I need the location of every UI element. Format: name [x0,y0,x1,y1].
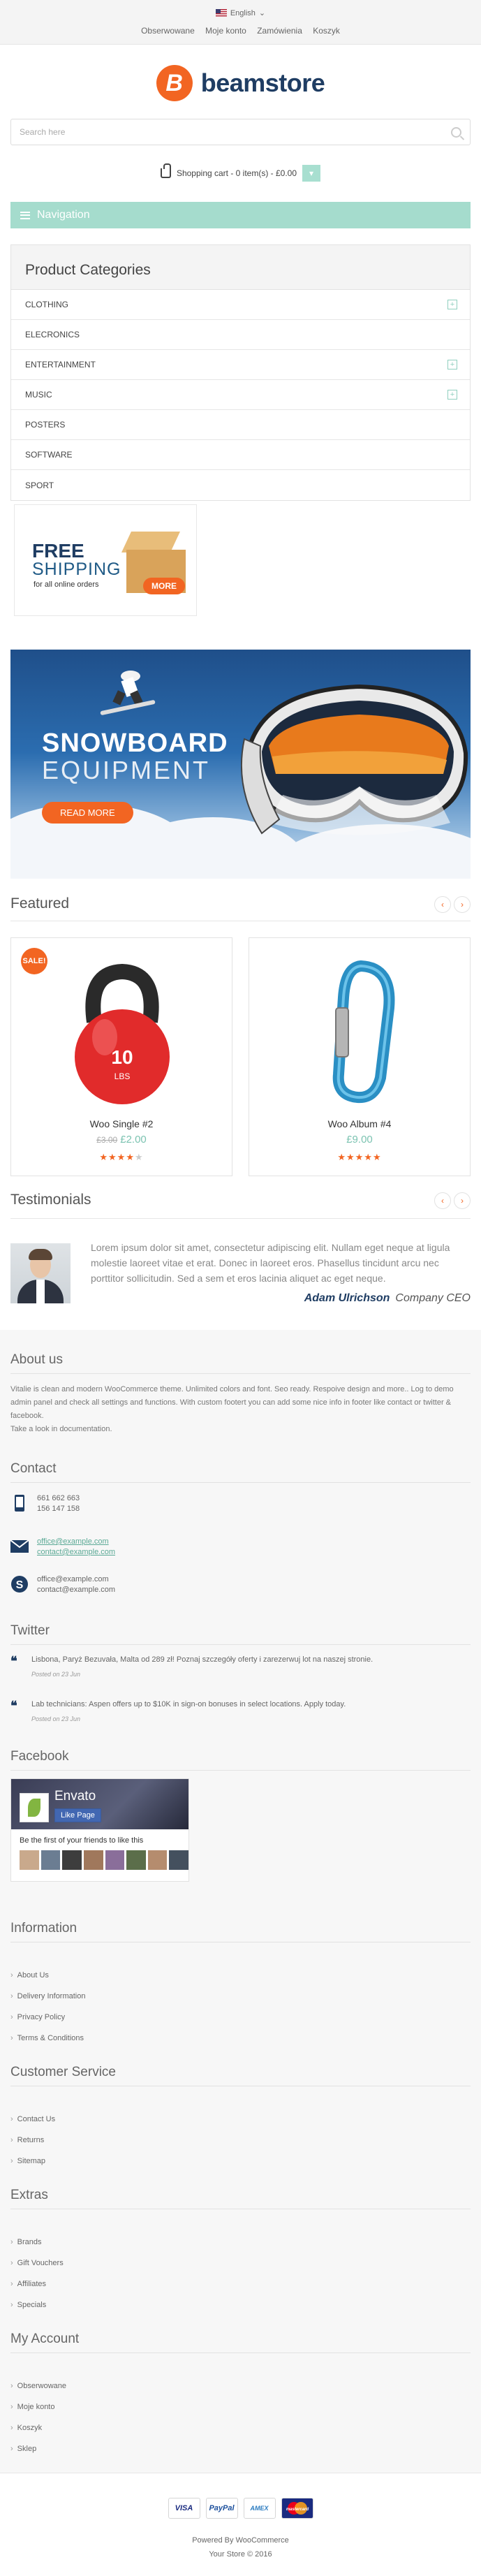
categories-title: Product Categories [11,245,470,290]
chevron-left-icon[interactable]: ‹ [434,896,451,913]
testimonial-arrows [434,1192,471,1209]
hero-banner[interactable] [10,650,471,879]
chevron-down-icon: ⌄ [258,9,266,17]
star-rating [11,1152,232,1163]
footer-link-shop[interactable]: › Sklep [10,2445,36,2453]
carabiner-image [319,959,403,1106]
footer-link-returns[interactable]: › Returns [10,2136,44,2144]
category-music[interactable] [11,380,470,410]
free-shipping-banner[interactable] [14,504,197,616]
search-placeholder: Search here [20,127,66,137]
expand-icon[interactable]: + [447,360,457,369]
star-empty-icon: ★ [134,1152,144,1162]
footer-link-privacy[interactable]: › Privacy Policy [10,2013,65,2021]
shipping-note: for all online orders [34,580,99,589]
search-input[interactable] [10,119,471,145]
contact-emails [10,1537,115,1558]
footer-link-brands[interactable]: › Brands [10,2238,42,2246]
chevron-right-icon[interactable]: › [454,896,471,913]
product-card[interactable] [249,937,471,1176]
footer-link-delivery[interactable]: › Delivery Information [10,1992,86,2000]
chevron-left-icon[interactable]: ‹ [434,1192,451,1209]
tweet-text: Lisbona, Paryż Bezuvała, Malta od 289 zł! Poznaj szczegóły oferty i zarezerwuj lot na naszej stronie. [31,1655,373,1664]
phone-icon [10,1493,29,1513]
hero-subheading: EQUIPMENT [42,756,211,784]
free-heading: FREE [32,540,84,562]
cart-summary: Shopping cart - 0 item(s) - £0.00 [176,168,297,178]
tweet [10,1700,471,1722]
about-title: About us [10,1352,63,1367]
sale-badge: SALE! [21,948,47,974]
cart-dropdown-button[interactable]: ▾ [302,165,320,182]
skype-2: contact@example.com [37,1586,116,1594]
current-price: £2.00 [120,1134,147,1146]
category-entertainment[interactable] [11,350,470,380]
star-icon: ★★★★★ [337,1152,382,1162]
facebook-friends-note: Be the first of your friends to like this [20,1836,144,1845]
footer-link-wishlist[interactable]: › Obserwowane [10,2382,66,2390]
us-flag-icon [216,9,227,17]
top-link-cart[interactable]: Koszyk [313,26,340,36]
facebook-page-name[interactable]: Envato [54,1789,96,1803]
category-label: ELECRONICS [25,330,80,339]
footer [0,1330,481,2576]
star-icon: ★★★★ [99,1152,135,1162]
amex-icon: AMEX [244,2498,276,2519]
payment-methods [0,2498,481,2519]
old-price: £3.00 [96,1135,118,1145]
skype-icon [10,1574,29,1594]
category-label: ENTERTAINMENT [25,360,96,369]
navigation-label: Navigation [37,209,90,221]
quote-icon: ❝ [10,1699,17,1713]
product-price: £9.00 [346,1134,373,1146]
top-link-orders[interactable]: Zamówienia [257,26,302,36]
svg-text:mastercard: mastercard [286,2508,309,2512]
shopping-bag-icon [161,168,171,178]
author-company: Company CEO [395,1292,471,1304]
top-links [0,26,481,36]
category-posters[interactable] [11,410,470,440]
facebook-faces [11,1845,188,1870]
expand-icon[interactable]: + [447,390,457,400]
footer-link-my-account[interactable]: › Moje konto [10,2403,54,2411]
email-2[interactable]: contact@example.com [37,1548,116,1556]
mastercard-icon [281,2498,313,2519]
contact-title: Contact [10,1461,57,1476]
product-card[interactable] [10,937,232,1176]
powered-by: Powered By WooCommerce [192,2536,289,2545]
visa-icon: VISA [168,2498,200,2519]
svg-text:S: S [15,1579,24,1591]
testimonial-quote: Lorem ipsum dolor sit amet, consectetur adipiscing elit. Nullam eget neque at ligula molestie laoreet vitae et erat. Donec in laoreet eros. Phasellus tincidunt arcu nec porttitor sollicitudin. Sed a sem et eros lacinia aliquet ac eget neque. [91,1242,450,1284]
more-button[interactable]: MORE [143,578,185,594]
site-logo[interactable] [0,45,481,122]
phone-2: 156 147 158 [37,1505,80,1513]
tweet-date: Posted on 23 Jun [31,1715,81,1722]
testimonials-title: Testimonials [10,1192,91,1208]
kettlebell-image [56,959,188,1106]
skype-1: office@example.com [37,1575,109,1583]
featured-arrows [434,896,471,913]
logo-text: beamstore [200,68,325,97]
footer-link-cart[interactable]: › Koszyk [10,2424,42,2432]
my-account-title: My Account [10,2332,80,2346]
information-title: Information [10,1921,77,1935]
category-label: SOFTWARE [25,450,73,460]
star-rating [249,1152,470,1163]
top-link-wishlist[interactable]: Obserwowane [141,26,195,36]
tweet [10,1655,471,1678]
email-1[interactable]: office@example.com [37,1537,109,1546]
category-clothing[interactable] [11,290,470,320]
category-label: SPORT [25,480,54,490]
testimonial-avatar [10,1243,71,1303]
about-docs-note: Take a look in documentation. [10,1425,112,1433]
footer-link-specials[interactable]: › Specials [10,2301,46,2309]
tweet-text: Lab technicians: Aspen offers up to $10K in sign-on bonuses in select locations. Apply today. [31,1700,346,1708]
language-label: English [230,8,256,17]
read-more-button[interactable]: READ MORE [42,802,133,824]
footer-link-terms[interactable]: › Terms & Conditions [10,2034,84,2042]
top-bar [0,0,481,45]
category-sport[interactable] [11,470,470,500]
kettlebell-unit-label: LBS [114,1071,131,1081]
top-link-account[interactable]: Moje konto [205,26,246,36]
author-name: Adam Ulrichson [304,1292,390,1304]
extras-title: Extras [10,2188,48,2202]
footer-link-sitemap[interactable]: › Sitemap [10,2157,45,2165]
category-electronics[interactable] [11,320,470,350]
product-categories [10,244,471,501]
category-label: CLOTHING [25,300,69,309]
product-price [11,1134,232,1146]
goggles-image [241,669,471,858]
tweet-date: Posted on 23 Jun [31,1671,81,1678]
featured-title: Featured [10,895,70,912]
quote-icon: ❝ [10,1654,17,1668]
expand-icon[interactable]: + [447,300,457,309]
search-icon[interactable] [451,127,461,138]
footer-link-affiliates[interactable]: › Affiliates [10,2280,46,2288]
logo-mark: B [156,65,193,101]
kettlebell-weight-label: 10 [111,1046,133,1068]
snowboarder-image [94,664,164,719]
testimonial-author [304,1292,471,1305]
facebook-like-button[interactable]: Like Page [54,1808,101,1822]
contact-phones [10,1493,80,1514]
footer-link-about[interactable]: › About Us [10,1971,49,1979]
phone-1: 661 662 663 [37,1494,80,1502]
facebook-cover [11,1779,188,1829]
chevron-right-icon[interactable]: › [454,1192,471,1209]
category-label: POSTERS [25,420,66,430]
bottom-bar [0,2473,481,2576]
footer-link-contact[interactable]: › Contact Us [10,2115,55,2123]
about-paragraph: Vitalie is clean and modern WooCommerce theme. Unlimited colors and font. Seo ready. Respoive design and more.. Log to demo admin panel and check all settings and functions. With custom footert you can add some nice info in footer like contact or twitter & facebook. [10,1385,454,1420]
language-selector[interactable] [216,8,265,17]
facebook-title: Facebook [10,1749,69,1764]
navigation-toggle[interactable] [10,202,471,228]
contact-skype [10,1574,115,1595]
shopping-cart[interactable] [0,165,481,182]
shipping-heading: SHIPPING [32,559,121,579]
envato-logo [20,1793,49,1822]
footer-credits [0,2533,481,2561]
hero-heading: SNOWBOARD [42,729,228,758]
product-name[interactable]: Woo Single #2 [89,1118,154,1129]
customer-service-title: Customer Service [10,2065,116,2079]
about-text [10,1383,471,1436]
twitter-title: Twitter [10,1623,50,1638]
category-label: MUSIC [25,390,52,400]
paypal-icon: PayPal [206,2498,238,2519]
hamburger-icon [20,212,30,219]
product-name[interactable]: Woo Album #4 [327,1118,392,1129]
copyright: Your Store © 2016 [209,2550,272,2559]
category-software[interactable] [11,440,470,470]
facebook-widget [10,1778,189,1882]
envelope-icon [10,1537,29,1556]
footer-link-gift-vouchers[interactable]: › Gift Vouchers [10,2259,64,2267]
